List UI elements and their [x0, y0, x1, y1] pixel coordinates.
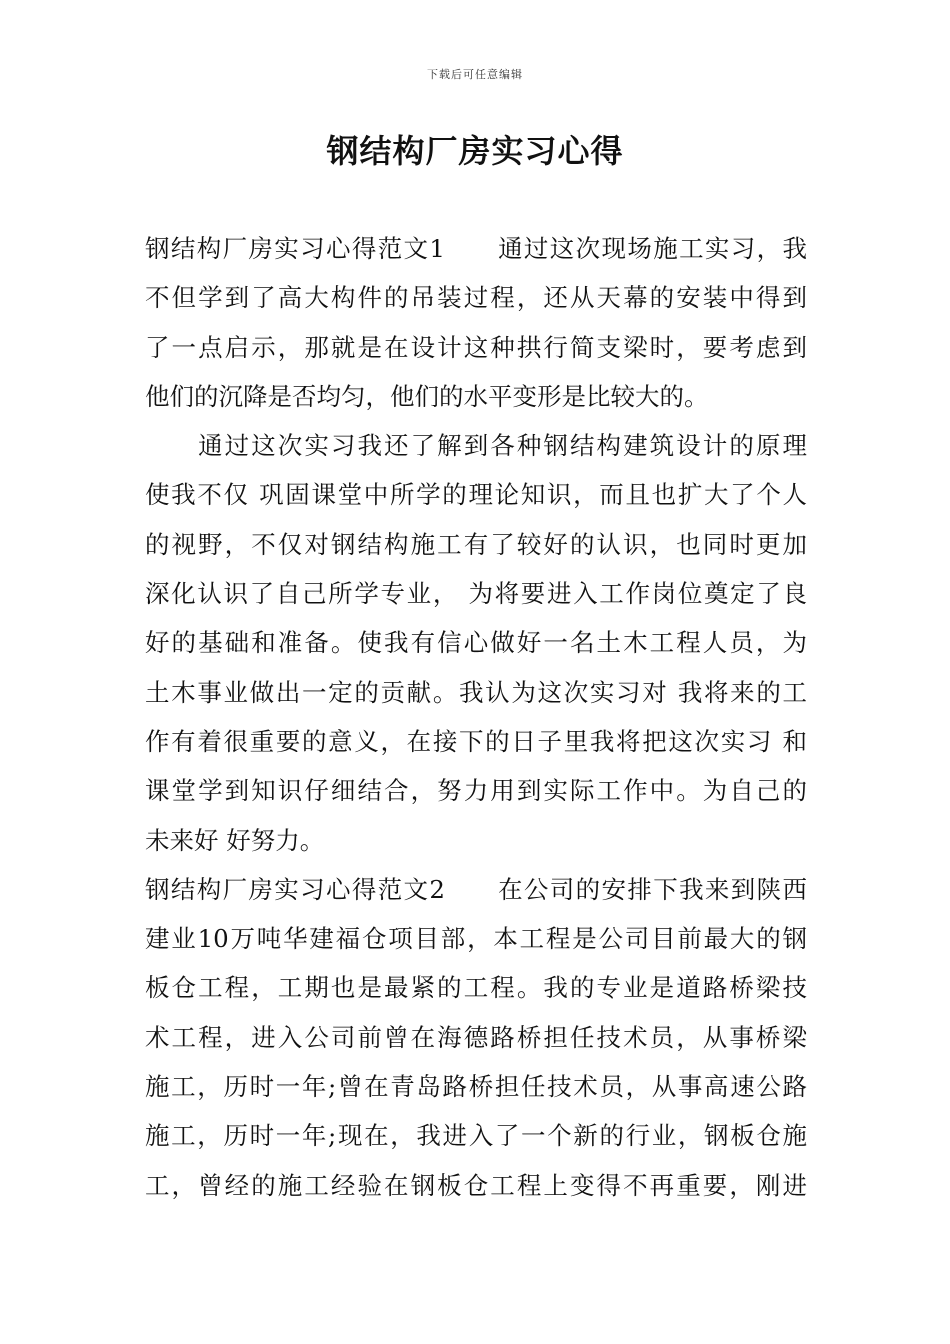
body-line: 未来好 好努力。 [145, 825, 325, 855]
body-line: 课堂学到知识仔细结合，努力用到实际工作中。为自己的 [145, 776, 807, 806]
header-note: 下载后可任意编辑 [427, 68, 523, 81]
body-line: 好的基础和准备。使我有信心做好一名土木工程人员，为 [145, 628, 807, 658]
document-title: 钢结构厂房实习心得 [326, 132, 624, 170]
document-body [145, 224, 807, 1210]
body-line: 的视野，不仅对钢结构施工有了较好的认识，也同时更加 [145, 529, 807, 559]
body-line: 工，曾经的施工经验在钢板仓工程上变得不再重要，刚进 [145, 1170, 807, 1200]
body-line: 钢结构厂房实习心得范文1 通过这次现场施工实习，我 [145, 234, 807, 263]
body-line: 通过这次实习我还了解到各种钢结构建筑设计的原理 [145, 431, 807, 461]
body-line: 了一点启示，那就是在设计这种拱行简支梁时，要考虑到 [145, 332, 807, 362]
body-line: 作有着很重要的意义，在接下的日子里我将把这次实习 和 [145, 726, 807, 756]
body-line: 术工程，进入公司前曾在海德路桥担任技术员，从事桥梁 [145, 1022, 807, 1052]
body-line: 建业10万吨华建福仓项目部，本工程是公司目前最大的钢 [145, 924, 807, 954]
body-line: 深化认识了自己所学专业， 为将要进入工作岗位奠定了良 [145, 579, 807, 609]
body-line: 使我不仅 巩固课堂中所学的理论知识，而且也扩大了个人 [145, 480, 807, 510]
body-line: 板仓工程，工期也是最紧的工程。我的专业是道路桥梁技 [145, 973, 807, 1003]
body-line: 施工，历时一年;曾在青岛路桥担任技术员，从事高速公路 [145, 1072, 807, 1102]
body-line: 不但学到了高大构件的吊装过程，还从天幕的安装中得到 [145, 283, 807, 313]
body-line: 施工，历时一年;现在，我进入了一个新的行业，钢板仓施 [145, 1121, 807, 1151]
body-line: 钢结构厂房实习心得范文2 在公司的安排下我来到陕西 [145, 874, 807, 904]
body-line: 土木事业做出一定的贡献。我认为这次实习对 我将来的工 [145, 677, 807, 707]
body-line: 他们的沉降是否均匀，他们的水平变形是比较大的。 [145, 381, 709, 411]
